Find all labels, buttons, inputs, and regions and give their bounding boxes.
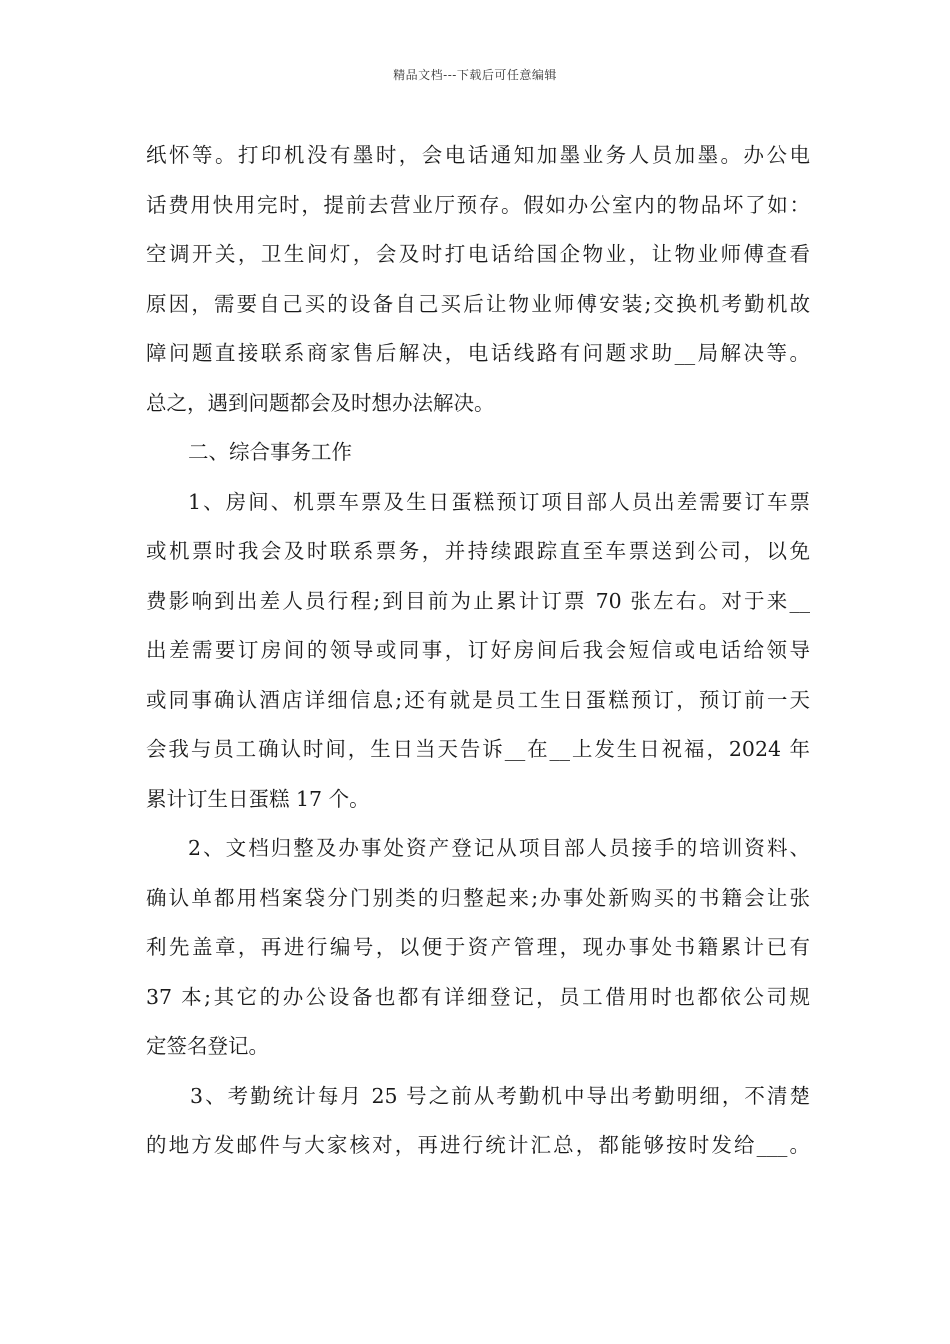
text-line: 确认单都用档案袋分门别类的归整起来;办事处新购买的书籍会让张 (146, 885, 810, 910)
text-line: 2、文档归整及办事处资产登记从项目部人员接手的培训资料、 (188, 836, 810, 860)
text-line: 利先盖章，再进行编号，以便于资产管理，现办事处书籍累计已有 (146, 935, 810, 959)
text-line: 定签名登记。 (146, 1034, 269, 1058)
text-line: 费影响到出差人员行程;到目前为止累计订票 70 张左右。对于来__ (146, 588, 810, 613)
section-heading: 二、综合事务工作 (188, 440, 352, 464)
text-line: 出差需要订房间的领导或同事，订好房间后我会短信或电话给领导 (146, 638, 810, 662)
text-line: 纸怀等。打印机没有墨时，会电话通知加墨业务人员加墨。办公电 (146, 143, 810, 167)
text-line: 的地方发邮件与大家核对，再进行统计汇总，都能够按时发给___。 (146, 1133, 810, 1157)
text-line: 空调开关，卫生间灯，会及时打电话给国企物业，让物业师傅查看 (146, 242, 810, 266)
text-line: 障问题直接联系商家售后解决，电话线路有问题求助__局解决等。 (146, 341, 810, 365)
text-line: 37 本;其它的办公设备也都有详细登记，员工借用时也都依公司规 (146, 984, 810, 1009)
text-line: 累计订生日蛋糕 17 个。 (146, 786, 370, 811)
text-line: 话费用快用完时，提前去营业厅预存。假如办公室内的物品坏了如： (146, 192, 810, 217)
text-line: 总之，遇到问题都会及时想办法解决。 (146, 390, 495, 415)
text-line: 会我与员工确认时间，生日当天告诉__在__上发生日祝福，2024 年 (146, 737, 810, 761)
text-line: 3、考勤统计每月 25 号之前从考勤机中导出考勤明细，不清楚 (190, 1083, 810, 1108)
text-line: 或机票时我会及时联系票务，并持续跟踪直至车票送到公司，以免 (146, 539, 810, 563)
text-line: 原因，需要自己买的设备自己买后让物业师傅安装;交换机考勤机故 (146, 291, 810, 316)
page-header: 精品文档---下载后可任意编辑 (393, 68, 557, 82)
text-line: 或同事确认酒店详细信息;还有就是员工生日蛋糕预订，预订前一天 (146, 687, 810, 712)
text-line: 1、房间、机票车票及生日蛋糕预订项目部人员出差需要订车票 (188, 489, 810, 514)
document-body (146, 131, 810, 1171)
